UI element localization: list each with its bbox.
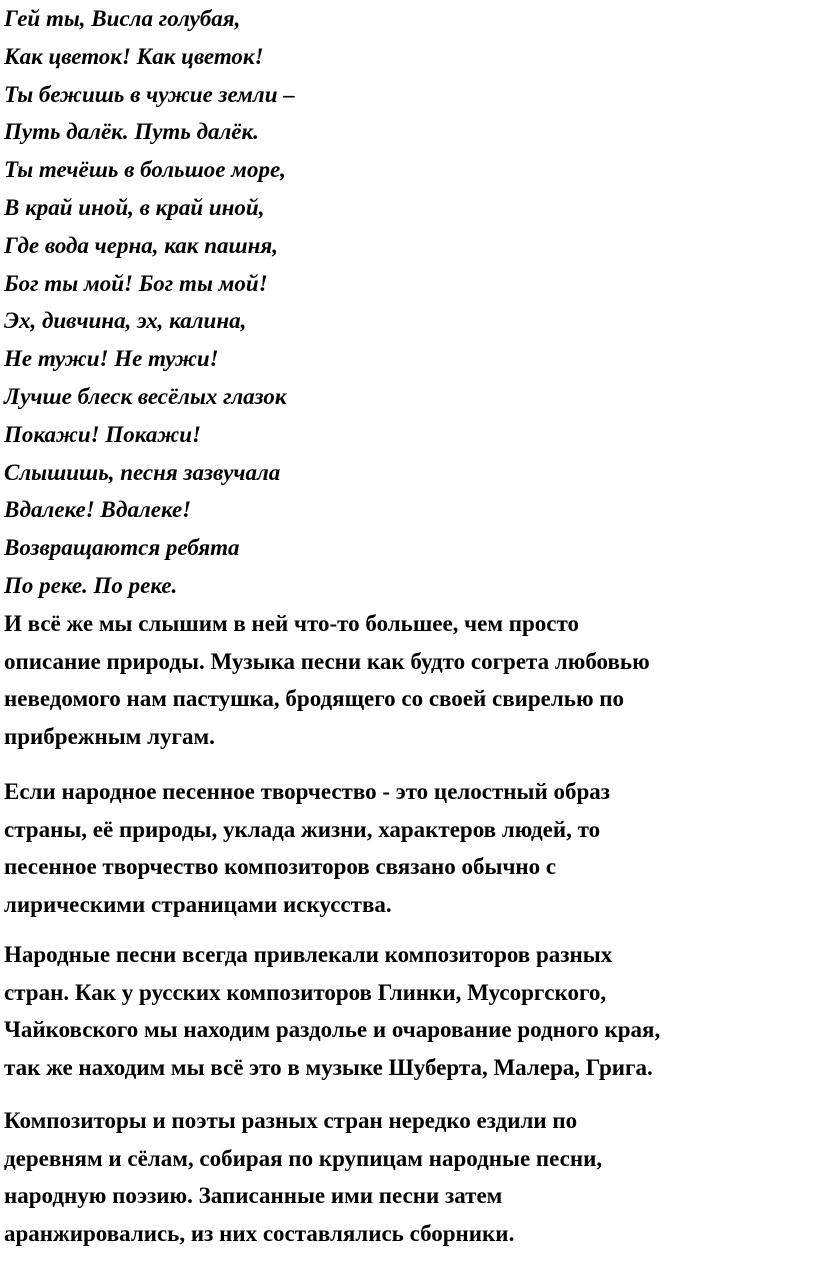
poem-line: Возвращаются ребята bbox=[4, 535, 240, 561]
paragraph-line: песенное творчество композиторов связано обычно с bbox=[4, 854, 557, 879]
paragraph-folk-creativity bbox=[4, 773, 814, 923]
poem-line: Лучше блеск весёлых глазок bbox=[4, 383, 287, 409]
poem-line: Путь далёк. Путь далёк. bbox=[4, 119, 259, 145]
paragraph-line: описание природы. Музыка песни как будто согрета любовью bbox=[4, 648, 650, 674]
paragraph-line: так же находим мы всё это в музыке Шуберта, Малера, Грига. bbox=[4, 1054, 653, 1080]
paragraph-composers bbox=[4, 936, 814, 1086]
paragraph-line: Чайковского мы находим раздолье и очарование родного края, bbox=[4, 1017, 661, 1042]
poem-line: Бог ты мой! Бог ты мой! bbox=[4, 270, 268, 296]
poem-line: Где вода черна, как пашня, bbox=[4, 232, 279, 258]
paragraph-line: И всё же мы слышим в ней что-то большее, чем просто bbox=[4, 611, 580, 636]
paragraph-line: прибрежным лугам. bbox=[4, 723, 215, 749]
poem-line: Покажи! Покажи! bbox=[4, 421, 201, 447]
poem-line: Ты бежишь в чужие земли – bbox=[4, 81, 295, 107]
paragraph-nature-description bbox=[4, 605, 814, 755]
paragraph-line: лирическими страницами искусства. bbox=[4, 891, 392, 917]
poem-line: По реке. По реке. bbox=[4, 572, 178, 598]
poem-line: Эх, дивчина, эх, калина, bbox=[4, 308, 247, 334]
poem-line: Ты течёшь в большое море, bbox=[4, 157, 286, 183]
paragraph-song-collecting bbox=[4, 1102, 814, 1252]
paragraph-line: Если народное песенное творчество - это целостный образ bbox=[4, 779, 611, 804]
poem bbox=[4, 0, 804, 605]
poem-line: В край иной, в край иной, bbox=[4, 194, 265, 220]
paragraph-line: народную поэзию. Записанные ими песни затем bbox=[4, 1183, 503, 1208]
paragraph-line: Народные песни всегда привлекали композиторов разных bbox=[4, 942, 613, 967]
paragraph-line: Композиторы и поэты разных стран нередко ездили по bbox=[4, 1108, 578, 1133]
paragraph-line: стран. Как у русских композиторов Глинки, Мусоргского, bbox=[4, 979, 607, 1005]
poem-line: Не тужи! Не тужи! bbox=[4, 346, 219, 372]
poem-line: Как цветок! Как цветок! bbox=[4, 43, 264, 69]
paragraph-line: неведомого нам пастушка, бродящего со своей свирелью по bbox=[4, 686, 625, 711]
paragraph-line: деревням и сёлам, собирая по крупицам народные песни, bbox=[4, 1145, 603, 1171]
poem-line: Вдалеке! Вдалеке! bbox=[4, 497, 192, 523]
paragraph-line: аранжировались, из них составлялись сборники. bbox=[4, 1220, 515, 1246]
paragraph-line: страны, её природы, уклада жизни, характеров людей, то bbox=[4, 816, 601, 842]
poem-line: Слышишь, песня зазвучала bbox=[4, 459, 281, 485]
poem-line: Гей ты, Висла голубая, bbox=[4, 6, 241, 31]
